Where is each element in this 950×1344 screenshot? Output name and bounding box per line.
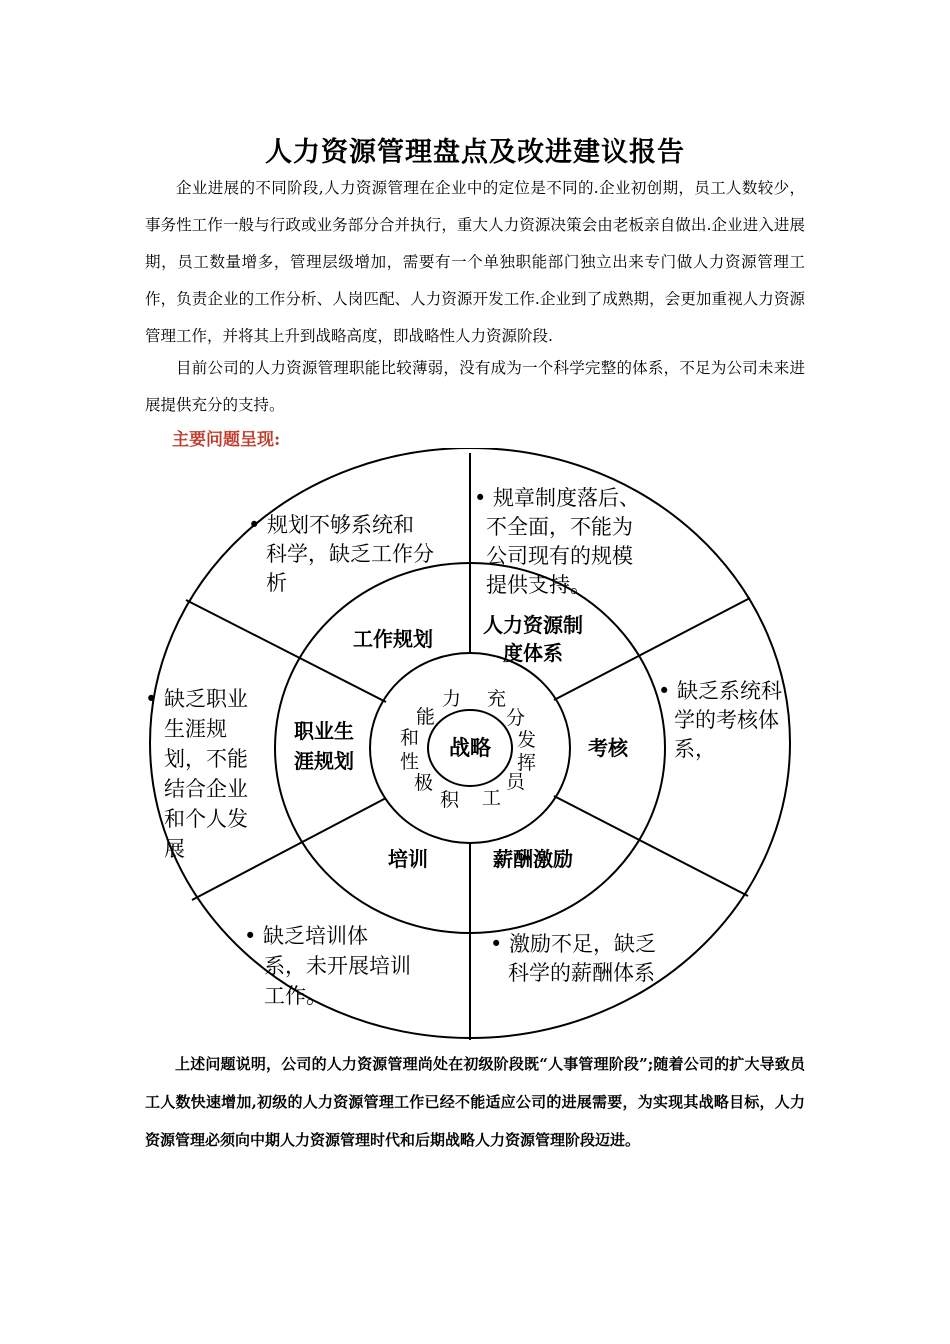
problem-line: • 规划不够系统和 [248, 513, 415, 537]
problem-hr-system [474, 486, 640, 597]
inner-char: 能 [416, 706, 436, 728]
problem-line: • 激励不足，缺乏 [490, 932, 657, 956]
problem-line: 系， [674, 737, 716, 761]
problem-line: 划，不能 [164, 747, 248, 771]
section-heading: 主要问题呈现: [172, 430, 281, 450]
intro-paragraph: 企业进展的不同阶段,人力资源管理在企业中的定位是不同的.企业初创期，员工人数较少，事务性工作一般与行政或业务部分合并执行，重大人力资源决策会由老板亲自做出.企业进入进展期，员工数量增多，管理层级增加，需要有一个单独职能部门独立出来专门做人力资源管理工作，负责企业的工作分析、人岗匹配、人力资源开发工作.企业到了成熟期，会更加重视人力资源管理工作，并将其上升到战略高度，即战略性人力资源阶段. [145, 179, 805, 345]
problem-line: 学的考核体 [674, 708, 779, 732]
problem-line: 科学，缺乏工作分 [266, 542, 434, 566]
inner-char: 充 [487, 688, 507, 710]
inner-char: 和 [400, 727, 420, 749]
center-label: 战略 [449, 736, 491, 760]
segment-work-planning: 工作规划 [353, 627, 433, 651]
problem-work-planning [248, 513, 434, 595]
problem-training [244, 924, 411, 1008]
segment-career-line2: 涯规划 [294, 749, 354, 773]
inner-char: 挥 [517, 752, 537, 774]
problem-line: 和个人发 [164, 807, 248, 831]
hr-problems-diagram [140, 448, 805, 1048]
document-title: 人力资源管理盘点及改进建议报告 [265, 137, 685, 168]
problem-line: • 规章制度落后、 [474, 486, 641, 510]
problem-line: 析 [266, 571, 287, 595]
inner-char: 极 [414, 772, 434, 794]
problem-line: • 缺乏系统科 [658, 679, 783, 703]
problem-line: 展 [164, 837, 185, 861]
inner-char: 员 [506, 771, 526, 793]
inner-char: 工 [482, 787, 502, 809]
current-state-paragraph: 目前公司的人力资源管理职能比较薄弱，没有成为一个科学完整的体系，不足为公司未来进展提供充分的支持。 [145, 359, 805, 414]
segment-career-line1: 职业生 [294, 719, 354, 743]
problem-line: 生涯规 [164, 717, 227, 741]
problem-line: • 缺乏培训体 [244, 924, 369, 948]
inner-char: 性 [400, 751, 420, 773]
conclusion-paragraph: 上述问题说明，公司的人力资源管理尚处在初级阶段既“人事管理阶段”;随着公司的扩大导致员工人数快速增加,初级的人力资源管理工作已经不能适应公司的进展需要，为实现其战略目标，人力资源管理必须向中期人力资源管理时代和后期战略人力资源管理阶段迈进。 [145, 1055, 805, 1149]
problem-career [145, 687, 248, 861]
segment-assessment: 考核 [588, 736, 628, 760]
problem-line: 不全面，不能为 [486, 515, 633, 539]
segment-compensation: 薪酬激励 [493, 847, 573, 871]
inner-char: 分 [506, 707, 526, 729]
problem-assessment [658, 679, 782, 762]
problem-line: 公司现有的规模 [486, 544, 633, 568]
inner-char: 力 [442, 688, 462, 710]
problem-line: 科学的薪酬体系 [508, 961, 655, 985]
problem-compensation [490, 932, 656, 985]
problem-line: 系，未开展培训 [264, 954, 411, 978]
segment-hr-system-line2: 度体系 [503, 641, 563, 665]
segment-hr-system-line1: 人力资源制 [483, 613, 583, 637]
problem-line: 结合企业 [164, 777, 248, 801]
problem-line: • 缺乏职业 [145, 687, 249, 711]
inner-char: 积 [440, 789, 460, 811]
problem-line: 提供支持。 [486, 573, 591, 597]
segment-training: 培训 [388, 847, 428, 871]
problem-line: 工作。 [264, 984, 327, 1008]
inner-char: 发 [517, 729, 537, 751]
